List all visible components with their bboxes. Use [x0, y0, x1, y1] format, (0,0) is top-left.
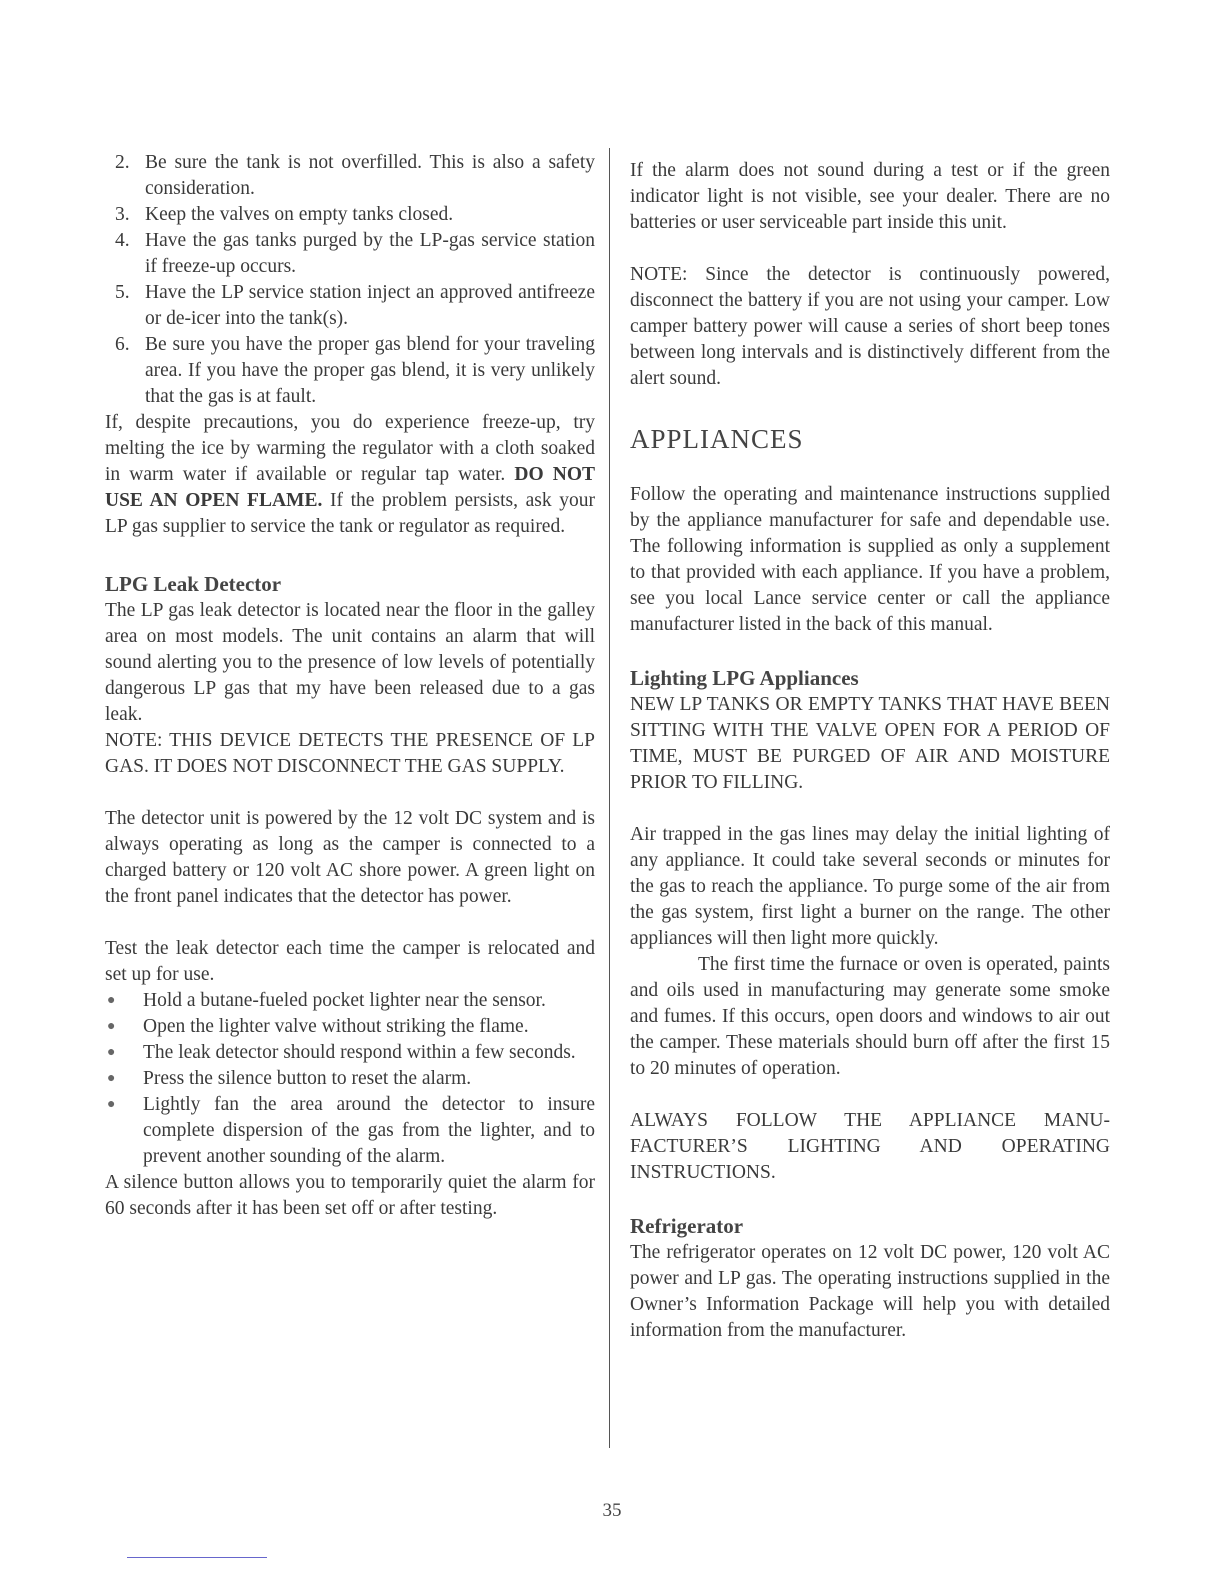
leak-detector-paragraph: The LP gas leak detector is located near the floor in the galley area on most models. The unit contains an alarm that will sound alerting you to the presence of low levels of potentially dangerous LP gas that my have been released due to a gas leak.: [105, 600, 595, 725]
list-text: Be sure the tank is not overfilled. This is also a safety consideration.: [145, 152, 595, 199]
freeze-up-paragraph: [105, 410, 595, 540]
bullet-icon: ●: [107, 993, 116, 1008]
appliances-heading: APPLIANCES: [630, 424, 804, 454]
silence-paragraph: A silence button allows you to temporarily quiet the alarm for 60 seconds after it has been set off or after testing.: [105, 1172, 595, 1219]
refrigerator-heading: Refrigerator: [630, 1214, 744, 1238]
lighting-heading: Lighting LPG Appliances: [630, 666, 859, 690]
list-number: 2.: [115, 152, 130, 173]
freeze-up-text: If, despite precautions, you do experience freeze-up, try melting the ice by warming the regulator with a cloth soaked in warm water if available or regular tap water.: [105, 412, 595, 485]
furnace-paragraph: [630, 952, 1110, 1082]
list-text: Keep the valves on empty tanks closed.: [145, 204, 454, 225]
leak-detector-note: NOTE: THIS DEVICE DETECTS THE PRESENCE OF LP GAS. IT DOES NOT DISCONNECT THE GAS SUPPLY.: [105, 730, 595, 777]
freeze-up-text-end: If the problem persists, ask your LP gas supplier to service the tank or regulator as required.: [105, 490, 595, 537]
alarm-paragraph: If the alarm does not sound during a test or if the green indicator light is not visible, see your dealer. There are no batteries or user serviceable part inside this unit.: [630, 160, 1110, 233]
note-label: NOTE:: [630, 264, 688, 285]
list-item: [105, 332, 595, 410]
bullet-item: [105, 1040, 595, 1066]
bullet-icon: ●: [107, 1045, 116, 1060]
bullet-text: Open the lighter valve without striking the flame.: [143, 1016, 529, 1037]
list-number: 5.: [115, 282, 130, 303]
leak-detector-heading: LPG Leak Detector: [105, 572, 282, 596]
note-text: Since the detector is continuously powered, disconnect the battery if you are not using your camper. Low camper battery power will cause a series of short beep tones between long intervals and is distinctively different from the alert sound.: [630, 264, 1110, 389]
bullet-item: [105, 988, 595, 1014]
column-divider: [609, 148, 610, 1448]
list-item: [105, 202, 595, 228]
always-follow-warning: ALWAYS FOLLOW THE APPLIANCE MANU-FACTURER’S LIGHTING AND OPERATING INSTRUCTIONS.: [630, 1110, 1110, 1183]
maintenance-list: [105, 150, 595, 410]
list-item: [105, 228, 595, 280]
test-steps-list: [105, 988, 595, 1170]
bullet-icon: ●: [107, 1097, 116, 1112]
open-flame-warning: DO NOT USE AN OPEN FLAME.: [105, 464, 595, 511]
bullet-item: [105, 1092, 595, 1170]
bullet-icon: ●: [107, 1071, 116, 1086]
bullet-text: Lightly fan the area around the detector to insure complete dispersion of the gas from the lighter, and to prevent another sounding of the alarm.: [143, 1094, 595, 1167]
list-number: 6.: [115, 334, 130, 355]
lighting-warning: NEW LP TANKS OR EMPTY TANKS THAT HAVE BEEN SITTING WITH THE VALVE OPEN FOR A PERIOD OF TIME, MUST BE PURGED OF AIR AND MOISTURE PRIOR TO FILLING.: [630, 694, 1110, 793]
bullet-item: [105, 1014, 595, 1040]
battery-note: [630, 262, 1110, 392]
list-item: [105, 280, 595, 332]
list-number: 3.: [115, 204, 130, 225]
bullet-text: Press the silence button to reset the alarm.: [143, 1068, 472, 1089]
page-number: 35: [602, 1500, 622, 1521]
power-paragraph: The detector unit is powered by the 12 volt DC system and is always operating as long as the camper is connected to a charged battery or 120 volt AC shore power. A green light on the front panel indicates that the detector has power.: [105, 808, 595, 907]
list-text: Have the LP service station inject an approved antifreeze or de-icer into the tank(s).: [145, 282, 595, 329]
bullet-item: [105, 1066, 595, 1092]
air-paragraph: Air trapped in the gas lines may delay the initial lighting of any appliance. It could take several seconds or minutes for the gas to reach the appliance. To purge some of the air from the gas system, first light a burner on the range. The other appliances will then light more quickly.: [630, 824, 1110, 949]
list-item: [105, 150, 595, 202]
bullet-text: The leak detector should respond within a few seconds.: [143, 1042, 576, 1063]
refrigerator-paragraph: The refrigerator operates on 12 volt DC power, 120 volt AC power and LP gas. The operating instructions supplied in the Owner’s Information Package will help you with detailed information from the manufacturer.: [630, 1242, 1110, 1341]
list-text: Have the gas tanks purged by the LP-gas service station if freeze-up occurs.: [145, 230, 595, 277]
appliances-paragraph: Follow the operating and maintenance instructions supplied by the appliance manufacturer for safe and dependable use. The following information is supplied as only a supplement to that provided with each appliance. If you have a problem, see you local Lance service center or call the appliance manufacturer listed in the back of this manual.: [630, 484, 1110, 635]
furnace-text: The first time the furnace or oven is operated, paints and oils used in manufacturing may generate some smoke and fumes. If this occurs, open doors and windows to air out the camper. These materials should burn off after the first 15 to 20 minutes of operation.: [630, 954, 1110, 1079]
footer-rule: [127, 1557, 267, 1558]
test-paragraph: Test the leak detector each time the camper is relocated and set up for use.: [105, 938, 595, 985]
list-number: 4.: [115, 230, 130, 251]
bullet-text: Hold a butane-fueled pocket lighter near the sensor.: [143, 990, 546, 1011]
right-column: [630, 158, 1110, 1344]
list-text: Be sure you have the proper gas blend for your traveling area. If you have the proper gas blend, it is very unlikely that the gas is at fault.: [145, 334, 595, 407]
bullet-icon: ●: [107, 1019, 116, 1034]
left-column: [105, 150, 595, 1222]
